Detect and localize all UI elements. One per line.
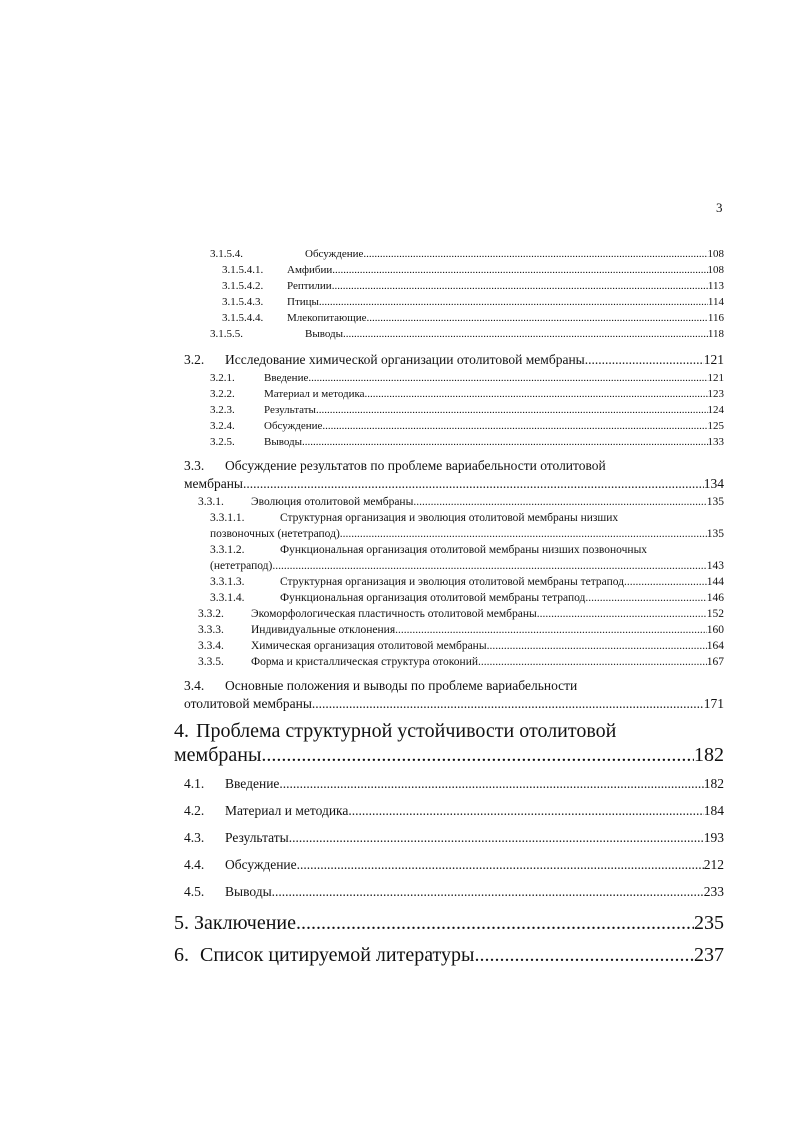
toc-entry-number: 4.1.: [184, 776, 205, 791]
toc-entry: [210, 328, 724, 340]
toc-entry-page: 121: [707, 372, 724, 384]
toc-entry: [184, 803, 724, 819]
toc-entry-number: 3.1.5.4.3.: [222, 296, 264, 308]
toc-entry-number: 3.4.: [184, 678, 205, 693]
toc-entry-number: 3.2.1.: [210, 372, 235, 384]
dot-leader: [343, 328, 708, 340]
toc-entry-page: 125: [707, 420, 724, 432]
toc-chapter: [174, 944, 724, 967]
toc-entry: [222, 296, 724, 308]
dot-leader: [316, 404, 708, 416]
toc-entry-page: 113: [707, 280, 724, 292]
dot-leader: [297, 857, 704, 873]
toc-entry-number: 3.2.4.: [210, 420, 235, 432]
toc-entry-page: 124: [707, 404, 724, 416]
toc-entry: [210, 388, 724, 400]
toc-entry-number: 3.3.5.: [198, 656, 224, 668]
toc-chapter: [174, 744, 724, 767]
toc-entry: [184, 776, 724, 792]
toc-entry-page: 134: [703, 476, 724, 491]
toc-entry: [210, 592, 724, 604]
dot-leader: [279, 776, 703, 792]
toc-entry: [198, 496, 724, 508]
dot-leader: [296, 912, 694, 935]
toc-entry-number: 3.2.5.: [210, 436, 235, 448]
toc-entry-title: Основные положения и выводы по проблеме вариабельности: [225, 678, 578, 693]
dot-leader: [302, 436, 707, 448]
toc-entry: [184, 857, 724, 873]
toc-entry-page: 182: [703, 776, 724, 791]
toc-entry-title: Материал и методика: [264, 388, 365, 400]
toc-entry-title: Форма и кристаллическая структура отоконий: [251, 656, 479, 668]
toc-entry: [210, 248, 724, 260]
toc-entry-title: Индивидуальные отклонения: [251, 624, 396, 636]
toc-entry-title: Обсуждение: [305, 248, 364, 260]
toc-entry-page: 152: [706, 608, 724, 620]
toc-entry-page: 123: [707, 388, 724, 400]
toc-entry-title: Результаты: [225, 830, 289, 845]
toc-chapter-number: 6.: [174, 944, 189, 966]
toc-entry-number: 3.3.4.: [198, 640, 224, 652]
toc-entry-number: 3.3.1.: [198, 496, 224, 508]
toc-entry: [184, 352, 724, 368]
toc-entry-title: Амфибии: [287, 264, 333, 276]
toc-entry-page: 171: [703, 696, 724, 711]
toc-entry-title: Обсуждение: [264, 420, 323, 432]
toc-entry: [198, 608, 724, 620]
toc-entry: [210, 560, 724, 572]
toc-entry: [210, 372, 724, 384]
dot-leader: [413, 496, 706, 508]
toc-entry-number: 3.3.1.4.: [210, 592, 245, 604]
toc-entry-multiline-first: [184, 678, 577, 694]
toc-chapter: [174, 912, 724, 935]
toc-entry-title: Исследование химической организации отолитовой мембраны: [225, 352, 585, 367]
toc-entry-page: 184: [703, 803, 724, 818]
toc-entry-number: 3.1.5.4.: [210, 248, 243, 260]
dot-leader: [332, 264, 707, 276]
dot-leader: [367, 312, 708, 324]
toc-entry-page: 108: [707, 248, 724, 260]
toc-entry-page: 135: [706, 496, 724, 508]
toc-entry-multiline-first: [210, 512, 618, 524]
toc-entry-title: Результаты: [264, 404, 316, 416]
toc-entry-page: 114: [707, 296, 724, 308]
toc-entry: [210, 576, 724, 588]
toc-entry-title: Млекопитающие: [287, 312, 367, 324]
toc-entry: [222, 264, 724, 276]
toc-entry-title: Птицы: [287, 296, 319, 308]
dot-leader: [537, 608, 707, 620]
toc-entry: [222, 312, 724, 324]
dot-leader: [261, 744, 694, 767]
toc-entry-number: 3.3.1.1.: [210, 512, 245, 524]
toc-entry-number: 3.2.2.: [210, 388, 235, 400]
dot-leader: [478, 656, 707, 668]
toc-entry-title: Экоморфологическая пластичность отолитовой мембраны: [251, 608, 537, 620]
toc-entry-title: Рептилии: [287, 280, 332, 292]
toc-entry-number: 3.3.3.: [198, 624, 224, 636]
toc-entry-title: Функциональная организация отолитовой мембраны тетрапод: [280, 592, 586, 604]
toc-entry: [198, 656, 724, 668]
toc-entry-title: Введение: [264, 372, 309, 384]
toc-entry-title: Функциональная организация отолитовой мембраны низших позвоночных: [280, 544, 648, 556]
dot-leader: [319, 296, 708, 308]
toc-entry-title: Введение: [225, 776, 280, 791]
toc-entry-number: 4.5.: [184, 884, 205, 899]
toc-entry-page: 167: [706, 656, 724, 668]
toc-entry-number: 3.3.1.3.: [210, 576, 245, 588]
toc-entry-page: 164: [706, 640, 724, 652]
toc-entry: [184, 884, 724, 900]
dot-leader: [322, 420, 707, 432]
toc-entry-page: 193: [703, 830, 724, 845]
toc-entry-page: 133: [707, 436, 724, 448]
toc-entry-page: 116: [707, 312, 724, 324]
toc-chapter-number: 5.: [174, 912, 189, 934]
toc-entry-title: Обсуждение: [225, 857, 297, 872]
toc-entry-number: 3.1.5.4.1.: [222, 264, 264, 276]
toc-entry-title: Выводы: [264, 436, 303, 448]
dot-leader: [585, 352, 704, 368]
toc-entry-number: 3.2.3.: [210, 404, 235, 416]
toc-entry-title-continuation: отолитовой мембраны: [184, 696, 312, 711]
toc-chapter-page: 182: [694, 744, 724, 766]
toc-entry: [184, 696, 724, 712]
toc-entry-title: Материал и методика: [225, 803, 349, 818]
toc-entry-number: 4.3.: [184, 830, 205, 845]
toc-entry: [210, 436, 724, 448]
dot-leader: [289, 830, 704, 846]
toc-chapter-title: Заключение: [194, 912, 296, 934]
toc-entry-title: Выводы: [225, 884, 272, 899]
toc-entry: [210, 528, 724, 540]
dot-leader: [348, 803, 703, 819]
toc-entry: [184, 830, 724, 846]
toc-entry-multiline-first: [210, 544, 647, 556]
toc-entry: [210, 404, 724, 416]
dot-leader: [474, 944, 694, 967]
toc-entry-title-continuation: позвоночных (нететрапод): [210, 528, 340, 540]
toc-entry-title-continuation: мембраны: [184, 476, 243, 491]
toc-entry-page: 144: [706, 576, 724, 588]
dot-leader: [585, 592, 706, 604]
dot-leader: [272, 884, 704, 900]
dot-leader: [365, 388, 708, 400]
toc-entry-number: 4.4.: [184, 857, 205, 872]
dot-leader: [272, 560, 706, 572]
dot-leader: [624, 576, 707, 588]
toc-entry-page: 160: [706, 624, 724, 636]
toc-chapter-title: Проблема структурной устойчивости отолитовой: [196, 720, 617, 742]
page-number: 3: [716, 200, 723, 215]
toc-chapter-multiline-first: [174, 720, 616, 743]
toc-chapter-page: 237: [694, 944, 724, 966]
dot-leader: [243, 476, 704, 492]
toc-entry: [184, 476, 724, 492]
toc-chapter-title-continuation: мембраны: [174, 744, 262, 766]
toc-entry-page: 146: [706, 592, 724, 604]
toc-entry-number: 3.2.: [184, 352, 205, 367]
toc-entry-page: 135: [706, 528, 724, 540]
dot-leader: [363, 248, 707, 260]
toc-entry-title: Химическая организация отолитовой мембраны: [251, 640, 487, 652]
toc-entry-number: 3.1.5.5.: [210, 328, 243, 340]
toc-entry-number: 4.2.: [184, 803, 205, 818]
toc-entry-page: 233: [703, 884, 724, 899]
toc-chapter-title: Список цитируемой литературы: [200, 944, 475, 966]
toc-entry-number: 3.1.5.4.4.: [222, 312, 264, 324]
toc-entry-multiline-first: [184, 458, 724, 474]
dot-leader: [395, 624, 707, 636]
toc-entry-page: 118: [707, 328, 724, 340]
toc-entry: [198, 640, 724, 652]
dot-leader: [332, 280, 708, 292]
dot-leader: [487, 640, 707, 652]
toc-entry-page: 121: [703, 352, 724, 367]
toc-entry: [210, 420, 724, 432]
toc-entry-number: 3.3.1.2.: [210, 544, 245, 556]
dot-leader: [340, 528, 707, 540]
toc-entry-title: Структурная организация и эволюция отолитовой мембраны низших: [280, 512, 619, 524]
toc-entry: [198, 624, 724, 636]
toc-entry-title: Обсуждение результатов по проблеме вариабельности отолитовой: [225, 458, 606, 473]
toc-entry-page: 143: [706, 560, 724, 572]
toc-entry-title: Выводы: [305, 328, 344, 340]
toc-entry-page: 212: [703, 857, 724, 872]
dot-leader: [308, 372, 707, 384]
toc-entry-number: 3.3.2.: [198, 608, 224, 620]
dot-leader: [312, 696, 704, 712]
toc-chapter-page: 235: [694, 912, 724, 934]
toc-chapter-number: 4.: [174, 720, 189, 742]
toc-entry-number: 3.3.: [184, 458, 205, 473]
toc-entry-title-continuation: (нететрапод): [210, 560, 273, 572]
toc-entry: [222, 280, 724, 292]
toc-entry-page: 108: [707, 264, 724, 276]
toc-entry-number: 3.1.5.4.2.: [222, 280, 264, 292]
toc-entry-title: Структурная организация и эволюция отолитовой мембраны тетрапод: [280, 576, 624, 588]
toc-entry-title: Эволюция отолитовой мембраны: [251, 496, 414, 508]
